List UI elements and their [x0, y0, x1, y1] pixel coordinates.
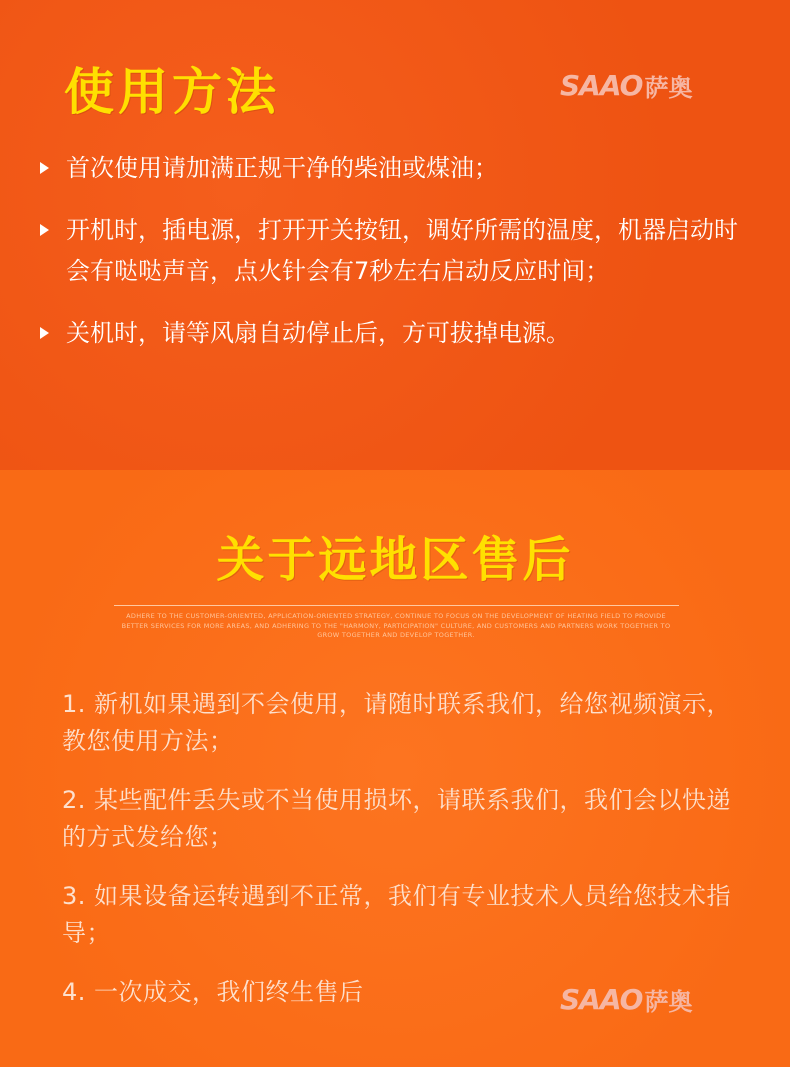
triangle-bullet-icon — [40, 162, 49, 174]
usage-step — [40, 148, 760, 189]
service-item: 1. 新机如果遇到不会使用，请随时联系我们，给您视频演示，教您使用方法； — [62, 690, 732, 755]
triangle-bullet-icon — [40, 327, 49, 339]
brand-logo — [560, 68, 692, 103]
brand-logo-latin: SAAO — [560, 69, 643, 102]
brand-logo-cjk: 萨奥 — [644, 988, 693, 1016]
usage-step-text: 首次使用请加满正规干净的柴油或煤油； — [66, 154, 498, 182]
service-slogan: ADHERE TO THE CUSTOMER-ORIENTED, APPLICATION-ORIENTED STRATEGY, CONTINUE TO FOCUS ON THE DEVELOPMENT OF HEATING FIELD TO PROVIDE BETTER SERVICES FOR MORE AREAS, AND ADHERING TO THE "HARMONY, PARTICIPATION" CULTURE, AND CUSTOMERS AND PARTNERS WORK TOGETHER TO GROW TOGETHER AND DEVELOP TOGETHER. — [121, 612, 671, 639]
brand-logo-cjk: 萨奥 — [644, 74, 693, 102]
service-item: 2. 某些配件丢失或不当使用损坏，请联系我们，我们会以快递的方式发给您； — [62, 786, 732, 851]
usage-section — [0, 0, 790, 470]
usage-steps-list — [40, 148, 760, 375]
divider-line — [114, 605, 679, 606]
usage-step-text: 关机时，请等风扇自动停止后，方可拔掉电源。 — [66, 319, 570, 347]
triangle-bullet-icon — [40, 224, 49, 236]
service-list — [62, 686, 742, 1033]
brand-logo — [560, 982, 692, 1017]
usage-step-text: 开机时，插电源，打开开关按钮，调好所需的温度，机器启动时会有哒哒声音，点火针会有7秒左右启动反应时间； — [66, 216, 738, 285]
usage-step — [40, 210, 760, 292]
brand-logo-latin: SAAO — [560, 983, 643, 1016]
service-title: 关于远地区售后 — [216, 532, 574, 588]
usage-title: 使用方法 — [64, 63, 280, 121]
usage-step — [40, 313, 760, 354]
service-item: 3. 如果设备运转遇到不正常，我们有专业技术人员给您技术指导； — [62, 882, 732, 947]
service-item: 4. 一次成交，我们终生售后 — [62, 978, 364, 1006]
